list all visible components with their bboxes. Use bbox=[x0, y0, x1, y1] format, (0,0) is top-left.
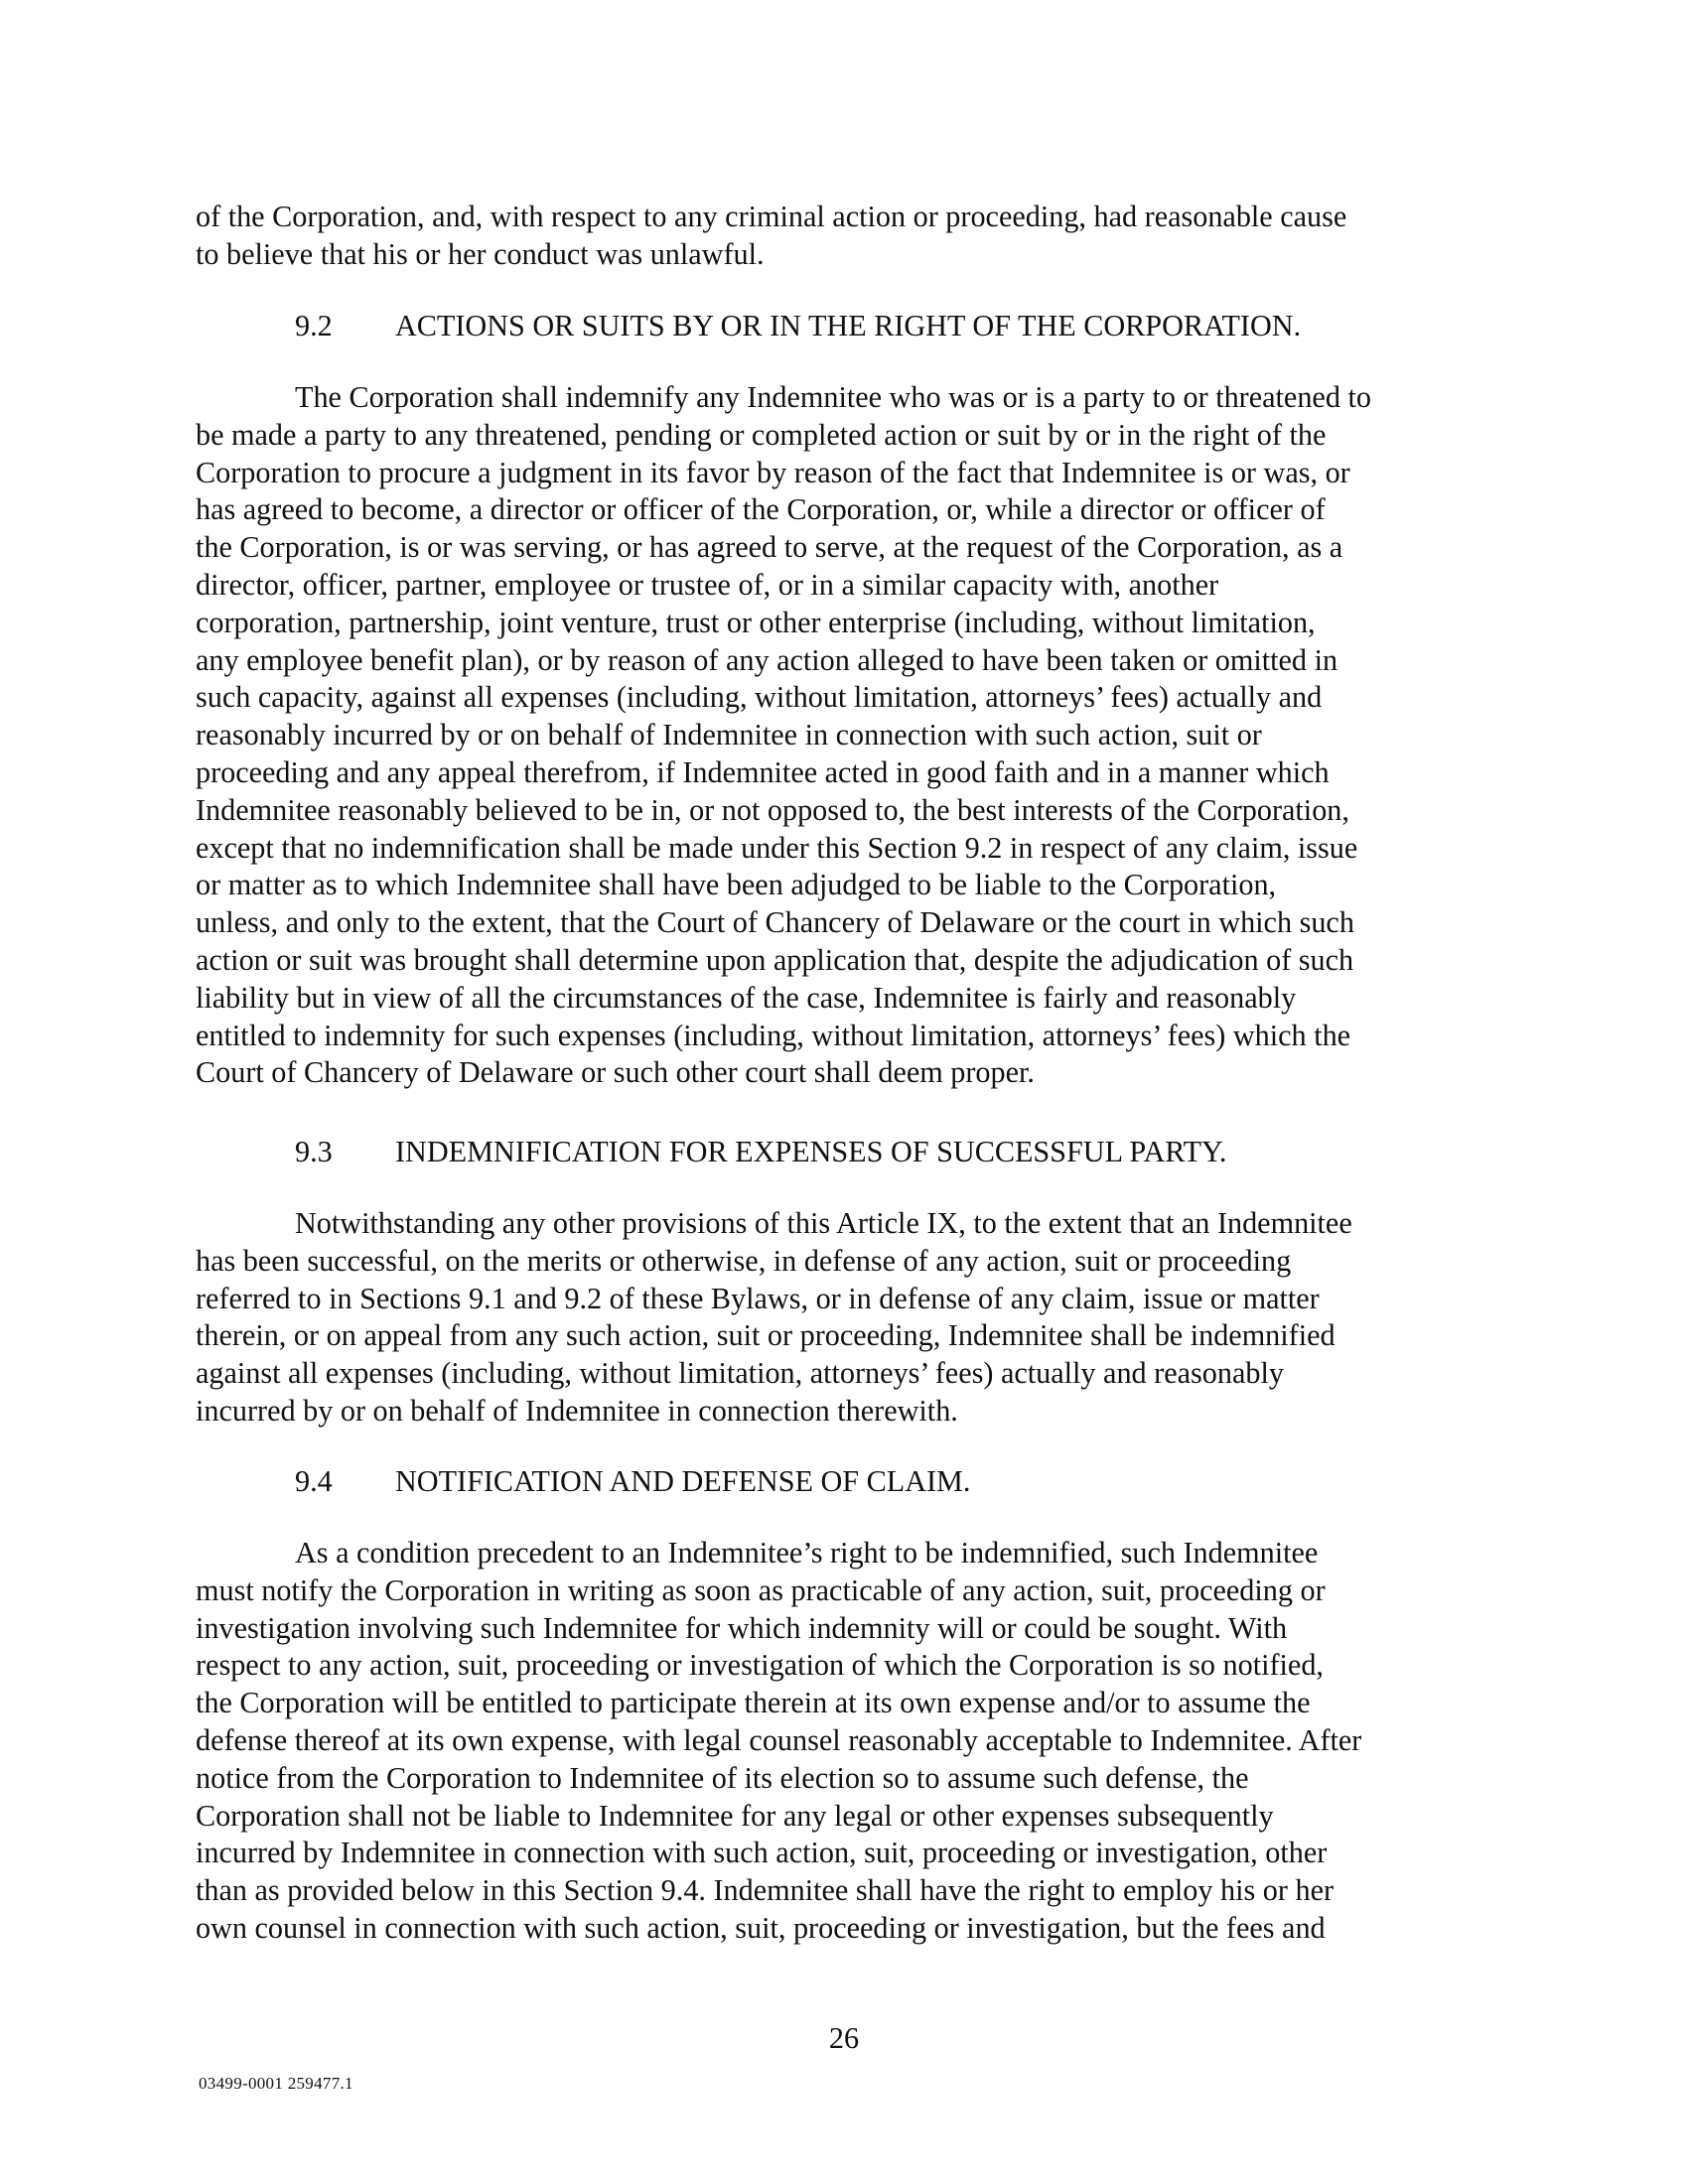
section-title: NOTIFICATION AND DEFENSE OF CLAIM. bbox=[395, 1464, 971, 1498]
paragraph-line: Indemnitee reasonably believed to be in, or not opposed to, the best interests of the Corporation, bbox=[196, 792, 1349, 827]
section-title: ACTIONS OR SUITS BY OR IN THE RIGHT OF THE CORPORATION. bbox=[395, 309, 1302, 342]
paragraph-line: unless, and only to the extent, that the Court of Chancery of Delaware or the court in which such bbox=[196, 905, 1354, 940]
paragraph-line: director, officer, partner, employee or trustee of, or in a similar capacity with, another bbox=[196, 567, 1219, 602]
paragraph-line: incurred by Indemnitee in connection with such action, suit, proceeding or investigation, other bbox=[196, 1836, 1328, 1870]
paragraph-line: incurred by or on behalf of Indemnitee in connection therewith. bbox=[196, 1393, 958, 1428]
section-9-2-heading bbox=[295, 308, 1301, 345]
paragraph-line: except that no indemnification shall be made under this Section 9.2 in respect of any claim, issue bbox=[196, 830, 1358, 865]
paragraph-line: investigation involving such Indemnitee for which indemnity will or could be sought. With bbox=[196, 1610, 1288, 1645]
paragraph-line: liability but in view of all the circumstances of the case, Indemnitee is fairly and reasonably bbox=[196, 980, 1297, 1015]
paragraph-line: therein, or on appeal from any such action, suit or proceeding, Indemnitee shall be indemnified bbox=[196, 1318, 1336, 1353]
paragraph-line: Notwithstanding any other provisions of this Article IX, to the extent that an Indemnitee bbox=[295, 1206, 1352, 1240]
paragraph-line: or matter as to which Indemnitee shall have been adjudged to be liable to the Corporation, bbox=[196, 868, 1277, 902]
section-9-3-body bbox=[196, 1205, 1492, 1431]
paragraph-line: of the Corporation, and, with respect to any criminal action or proceeding, had reasonable cause bbox=[196, 200, 1347, 233]
document-id: 03499-0001 259477.1 bbox=[199, 2074, 353, 2093]
section-9-4-body bbox=[196, 1535, 1492, 1948]
paragraph-line: The Corporation shall indemnify any Indemnitee who was or is a party to or threatened to bbox=[295, 380, 1371, 414]
paragraph-line: proceeding and any appeal therefrom, if Indemnitee acted in good faith and in a manner which bbox=[196, 754, 1330, 789]
paragraph-line: Court of Chancery of Delaware or such other court shall deem proper. bbox=[196, 1055, 1035, 1090]
section-9-3-heading bbox=[295, 1134, 1226, 1171]
paragraph-line: Corporation to procure a judgment in its favor by reason of the fact that Indemnitee is or was, or bbox=[196, 455, 1350, 489]
paragraph-line: defense thereof at its own expense, with legal counsel reasonably acceptable to Indemnitee. After bbox=[196, 1722, 1362, 1757]
paragraph-line: has been successful, on the merits or otherwise, in defense of any action, suit or proceeding bbox=[196, 1243, 1292, 1278]
paragraph-line: As a condition precedent to an Indemnitee’s right to be indemnified, such Indemnitee bbox=[295, 1536, 1319, 1570]
paragraph-line: any employee benefit plan), or by reason of any action alleged to have been taken or omitted in bbox=[196, 642, 1338, 677]
paragraph-line: referred to in Sections 9.1 and 9.2 of these Bylaws, or in defense of any claim, issue or matter bbox=[196, 1281, 1320, 1315]
section-title: INDEMNIFICATION FOR EXPENSES OF SUCCESSFUL PARTY. bbox=[395, 1135, 1227, 1168]
paragraph-line: respect to any action, suit, proceeding or investigation of which the Corporation is so notified, bbox=[196, 1648, 1324, 1683]
paragraph-line: entitled to indemnity for such expenses (including, without limitation, attorneys’ fees) which the bbox=[196, 1018, 1351, 1052]
paragraph-line: corporation, partnership, joint venture, trust or other enterprise (including, without limitation, bbox=[196, 605, 1316, 639]
paragraph-line: to believe that his or her conduct was unlawful. bbox=[196, 236, 765, 271]
paragraph-line: Corporation shall not be liable to Indemnitee for any legal or other expenses subsequently bbox=[196, 1798, 1274, 1833]
paragraph-line: be made a party to any threatened, pending or completed action or suit by or in the right of the bbox=[196, 417, 1327, 452]
paragraph-line: against all expenses (including, without limitation, attorneys’ fees) actually and reasonably bbox=[196, 1356, 1284, 1391]
paragraph-line: action or suit was brought shall determine upon application that, despite the adjudication of such bbox=[196, 942, 1354, 977]
paragraph-line: than as provided below in this Section 9.4. Indemnitee shall have the right to employ his or her bbox=[196, 1873, 1335, 1908]
paragraph-line: own counsel in connection with such action, suit, proceeding or investigation, but the fees and bbox=[196, 1910, 1326, 1945]
paragraph-line: the Corporation, is or was serving, or has agreed to serve, at the request of the Corporation, as a bbox=[196, 530, 1343, 565]
section-number: 9.4 bbox=[295, 1464, 333, 1498]
section-number: 9.2 bbox=[295, 309, 333, 342]
paragraph-line: the Corporation will be entitled to participate therein at its own expense and/or to assume the bbox=[196, 1686, 1311, 1720]
paragraph-line: reasonably incurred by or on behalf of Indemnitee in connection with such action, suit or bbox=[196, 718, 1262, 752]
section-9-4-heading bbox=[295, 1463, 970, 1501]
section-number: 9.3 bbox=[295, 1135, 333, 1168]
section-9-2-body bbox=[196, 379, 1492, 1092]
intro-paragraph bbox=[196, 199, 1492, 274]
page-number: 26 bbox=[828, 2021, 860, 2055]
paragraph-line: such capacity, against all expenses (including, without limitation, attorneys’ fees) actually and bbox=[196, 680, 1323, 715]
paragraph-line: must notify the Corporation in writing as soon as practicable of any action, suit, proceeding or bbox=[196, 1572, 1326, 1607]
paragraph-line: notice from the Corporation to Indemnitee of its election so to assume such defense, the bbox=[196, 1760, 1249, 1795]
paragraph-line: has agreed to become, a director or officer of the Corporation, or, while a director or officer of bbox=[196, 492, 1326, 527]
